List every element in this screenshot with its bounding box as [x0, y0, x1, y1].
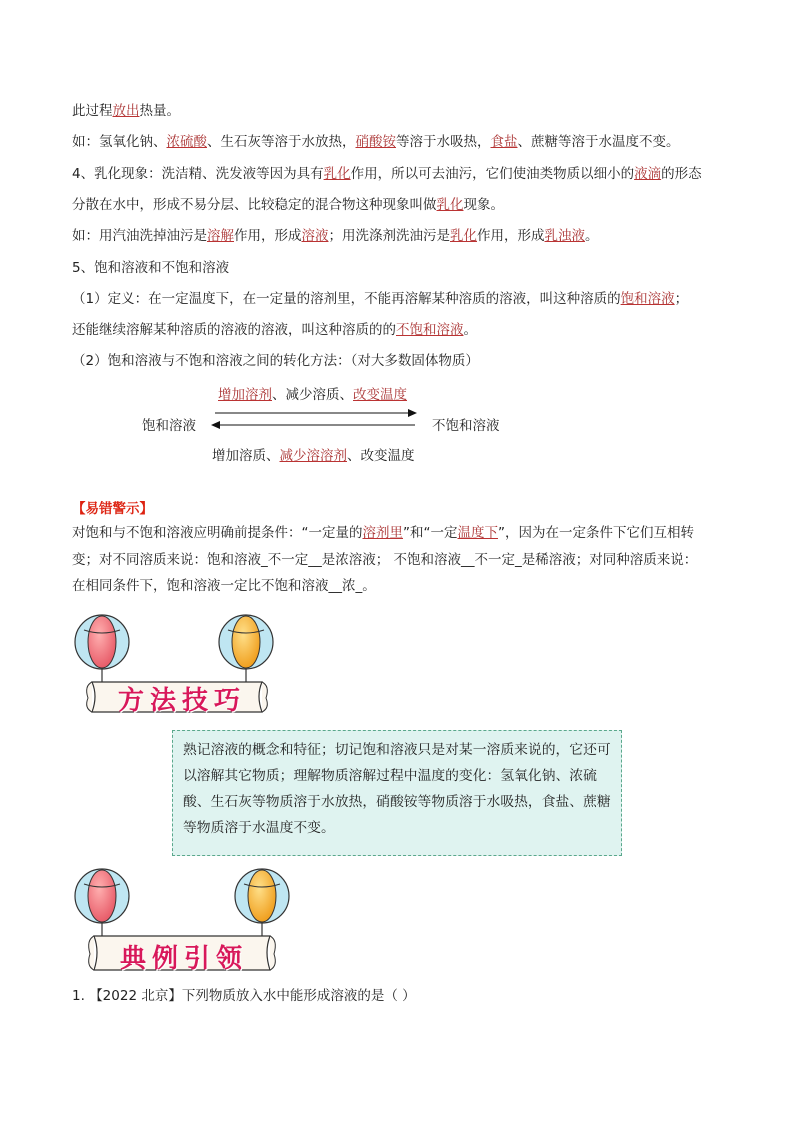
text: 。 — [585, 228, 599, 244]
answer-blank: 硝酸铵 — [355, 134, 396, 150]
beach-ball-right-icon — [219, 615, 273, 669]
answer-blank: 溶解 — [207, 228, 234, 244]
text: 、蔗糖等溶于水温度不变。 — [517, 134, 680, 150]
beach-ball-left-icon — [75, 615, 129, 669]
answer-blank: 乳化 — [323, 166, 351, 182]
text-line-3 — [72, 164, 702, 184]
text: 热量。 — [139, 103, 180, 119]
text: 对饱和与不饱和溶液应明确前提条件：“一定量的 — [72, 525, 363, 541]
text-line-4 — [72, 195, 504, 215]
text-line-9 — [72, 351, 479, 371]
warning-line-2 — [72, 550, 697, 570]
beach-ball-left-icon — [75, 869, 129, 923]
conversion-arrows — [205, 405, 425, 435]
text-line-1 — [72, 101, 180, 121]
text-line-5 — [72, 226, 599, 246]
warning-line-1 — [72, 523, 694, 543]
text: ；用洗涤剂洗油污是 — [328, 228, 450, 244]
warning-heading: 【易错警示】 — [72, 501, 153, 517]
question-source: 【2022 北京】 — [89, 988, 182, 1004]
question-1 — [72, 986, 416, 1006]
text-line-8 — [72, 320, 477, 340]
backward-arrow-head — [211, 421, 220, 429]
saturated-label: 饱和溶液 — [142, 418, 196, 434]
text: 现象。 — [463, 197, 504, 213]
text: 还能继续溶解某种溶质的溶液的溶液，叫这种溶质的的 — [72, 322, 396, 338]
text: 增加溶质、 — [212, 448, 280, 464]
text: （1）定义：在一定温度下，在一定量的溶剂里，不能再溶解某种溶质的溶液，叫这种溶质的 — [72, 291, 621, 307]
unsaturated-label: 不饱和溶液 — [432, 418, 500, 434]
text: 、生石灰等溶于水放热， — [207, 134, 356, 150]
answer-blank: 饱和溶液 — [620, 291, 675, 307]
text: 作用，所以可去油污，它们使油类物质以细小的 — [350, 166, 635, 182]
warning-title — [72, 499, 153, 519]
text: 5、饱和溶液和不饱和溶液 — [72, 260, 230, 276]
section-heading-5 — [72, 258, 229, 278]
forward-arrow-head — [408, 409, 417, 417]
text: 作用，形成 — [234, 228, 302, 244]
answer-blank: 乳浊液 — [544, 228, 585, 244]
text: 作用，形成 — [477, 228, 545, 244]
text-line-2 — [72, 132, 680, 152]
text: 。 — [463, 322, 477, 338]
method-banner — [70, 612, 280, 722]
warning-line-3 — [72, 576, 376, 596]
method-banner-title: 方法技巧 — [118, 686, 247, 716]
beach-ball-right-icon — [235, 869, 289, 923]
example-banner-title: 典例引领 — [120, 944, 249, 974]
answer-blank: 乳化 — [450, 228, 477, 244]
text: 此过程 — [72, 103, 113, 119]
text: ； — [674, 291, 689, 307]
example-banner — [70, 866, 290, 978]
answer-blank: 溶液 — [301, 228, 329, 244]
text: 的形态 — [661, 166, 702, 182]
tip-text: 熟记溶液的概念和特征；切记饱和溶液只是对某一溶质来说的，它还可以溶解其它物质；理解物质溶解过程中温度的变化：氢氧化钠、浓硫酸、生石灰等物质溶于水放热，硝酸铵等物质溶于水吸热，食盐、蔗糖等物质溶于水温度不变。 — [183, 742, 611, 836]
text: 如：用汽油洗掉油污是 — [72, 228, 207, 244]
answer-blank: 液滴 — [634, 166, 662, 182]
diagram-bottom-label — [212, 444, 415, 464]
text: 在相同条件下，饱和溶液一定比不饱和溶液__浓_。 — [72, 578, 376, 594]
text: 变；对不同溶质来说：饱和溶液_不一定__是浓溶液； 不饱和溶液__不一定_是稀溶液；对同种溶质来说： — [72, 552, 698, 568]
question-text: 下列物质放入水中能形成溶液的是（ ） — [181, 988, 416, 1004]
text-line-7 — [72, 289, 688, 309]
answer-blank: 改变温度 — [353, 387, 407, 403]
answer-blank: 温度下 — [457, 525, 498, 541]
answer-blank: 放出 — [112, 103, 140, 119]
text: 、改变温度 — [347, 448, 415, 464]
answer-blank: 乳化 — [436, 197, 464, 213]
answer-blank: 减少溶溶剂 — [279, 448, 347, 464]
answer-blank: 增加溶剂 — [218, 387, 272, 403]
answer-blank: 溶剂里 — [362, 525, 403, 541]
text: （2）饱和溶液与不饱和溶液之间的转化方法：（对大多数固体物质） — [72, 353, 479, 369]
answer-blank: 食盐 — [490, 134, 518, 150]
text: ”和“一定 — [403, 525, 458, 541]
answer-blank: 不饱和溶液 — [396, 322, 464, 338]
tip-box — [172, 730, 622, 856]
text: 分散在水中，形成不易分层、比较稳定的混合物这种现象叫做 — [72, 197, 437, 213]
text: 、减少溶质、 — [272, 387, 353, 403]
answer-blank: 浓硫酸 — [166, 134, 207, 150]
text: ”，因为在一定条件下它们互相转 — [498, 525, 694, 541]
text: 如：氢氧化钠、 — [72, 134, 167, 150]
text: 4、乳化现象：洗洁精、洗发液等因为具有 — [72, 166, 324, 182]
text: 等溶于水吸热， — [396, 134, 491, 150]
question-number: 1. — [72, 988, 85, 1004]
diagram-top-label — [218, 383, 407, 403]
